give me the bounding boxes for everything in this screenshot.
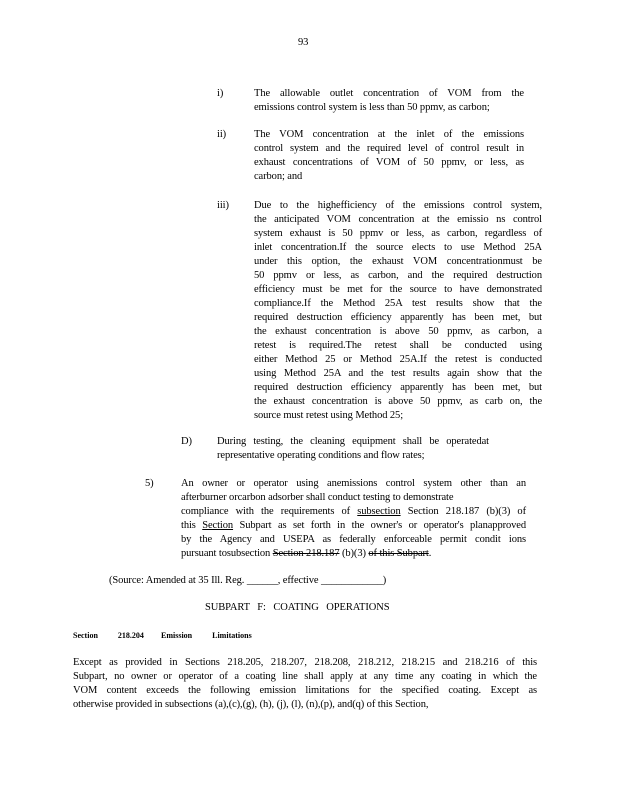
text-fragment: . [428,548,432,559]
text-line: During testing, the cleaning equipment shall be operatedat [217,436,489,447]
text-line: VOM content exceeds the following emission limitations for the specified coating. Except as [73,685,537,696]
text-line: under this option, the exhaust VOM concentrationmust be [254,256,542,267]
text-line: exhaust concentrations of VOM of 50 ppmv, or less, as [254,157,524,168]
subpart-heading: SUBPART F: COATING OPERATIONS [205,602,390,613]
item-5-text [181,477,526,561]
source-note: (Source: Amended at 35 Ill. Reg. ______, effective ____________) [109,575,387,586]
text-line: afterburner orcarbon adsorber shall conduct testing to demonstrate [181,492,454,503]
text-line: carbon; and [254,171,303,182]
text-line: either Method 25 or Method 25A.If the retest is conducted [254,354,542,365]
text-line: Due to the highefficiency of the emissions control system, [254,200,542,211]
text-line: using Method 25A and the test results again show that the [254,368,542,379]
text-fragment: pursuant tosubsection [181,548,273,559]
inserted-text: Section [202,520,234,531]
text-line: representative operating conditions and flow rates; [217,450,425,461]
text-line: inlet concentration.If the source elects to use Method 25A [254,242,542,253]
item-iii-label: iii) [217,200,229,211]
item-ii-label: ii) [217,129,227,140]
text-line: Except as provided in Sections 218.205, 218.207, 218.208, 218.212, 218.215 and 218.216 of this [73,657,537,668]
deleted-text: Section 218.187 [272,548,340,559]
section-title: Emission Limitations [161,631,252,640]
section-number: Section 218.204 [73,631,144,640]
text-line: control system and the required level of control result in [254,143,524,154]
text-line: retest is required.The retest shall be conducted using [254,340,542,351]
page-number: 93 [298,37,309,48]
deleted-text: of this Subpart [368,548,429,559]
text-line: The VOM concentration at the inlet of the emissions [254,129,524,140]
text-line: An owner or operator using anemissions control system other than an [181,478,526,489]
text-line: by the Agency and USEPA as federally enforceable permit condit ions [181,534,526,545]
text-fragment: compliance with the requirements of [181,506,358,517]
text-line: the anticipated VOM concentration at the emissio ns control [254,214,542,225]
text-fragment: (b)(3) [339,548,369,559]
text-line: efficiency must be met for the source to have demonstrated [254,284,542,295]
item-i-label: i) [217,88,224,99]
item-iii-text [254,199,542,423]
item-5-label: 5) [145,478,154,489]
item-i-text [254,87,524,115]
item-ii-text [254,128,524,184]
text-line [181,547,526,561]
text-line: source must retest using Method 25; [254,410,404,421]
text-line [181,519,526,533]
text-line: required destruction efficiency apparently has been met, but [254,382,542,393]
text-line: 50 ppmv or less, as carbon, and the required destruction [254,270,542,281]
text-line: otherwise provided in subsections (a),(c),(g), (h), (j), (l), (n),(p), and(q) of this Section, [73,699,429,710]
text-line: emissions control system is less than 50 ppmv, as carbon; [254,102,490,113]
text-line: The allowable outlet concentration of VOM from the [254,88,524,99]
item-D-text [217,435,489,463]
text-line [181,505,526,519]
text-fragment: this [181,520,203,531]
text-line: the exhaust concentration is above 50 ppmv, as carbon, a [254,326,542,337]
body-paragraph [73,656,537,712]
text-line: system exhaust is 50 ppmv or less, as carbon, regardless of [254,228,542,239]
item-D-label: D) [181,436,192,447]
inserted-text: subsection [357,506,401,517]
text-line: compliance.If the Method 25A test results show that the [254,298,542,309]
text-fragment: Section 218.187 (b)(3) of [400,506,526,517]
text-fragment: Subpart as set forth in the owner's or operator's planapproved [233,520,527,531]
text-line: the exhaust concentration is above 50 ppmv, as carb on, the [254,396,542,407]
text-line: required destruction efficiency apparently has been met, but [254,312,542,323]
text-line: Subpart, no owner or operator of a coating line shall apply at any time any coating in which the [73,671,537,682]
